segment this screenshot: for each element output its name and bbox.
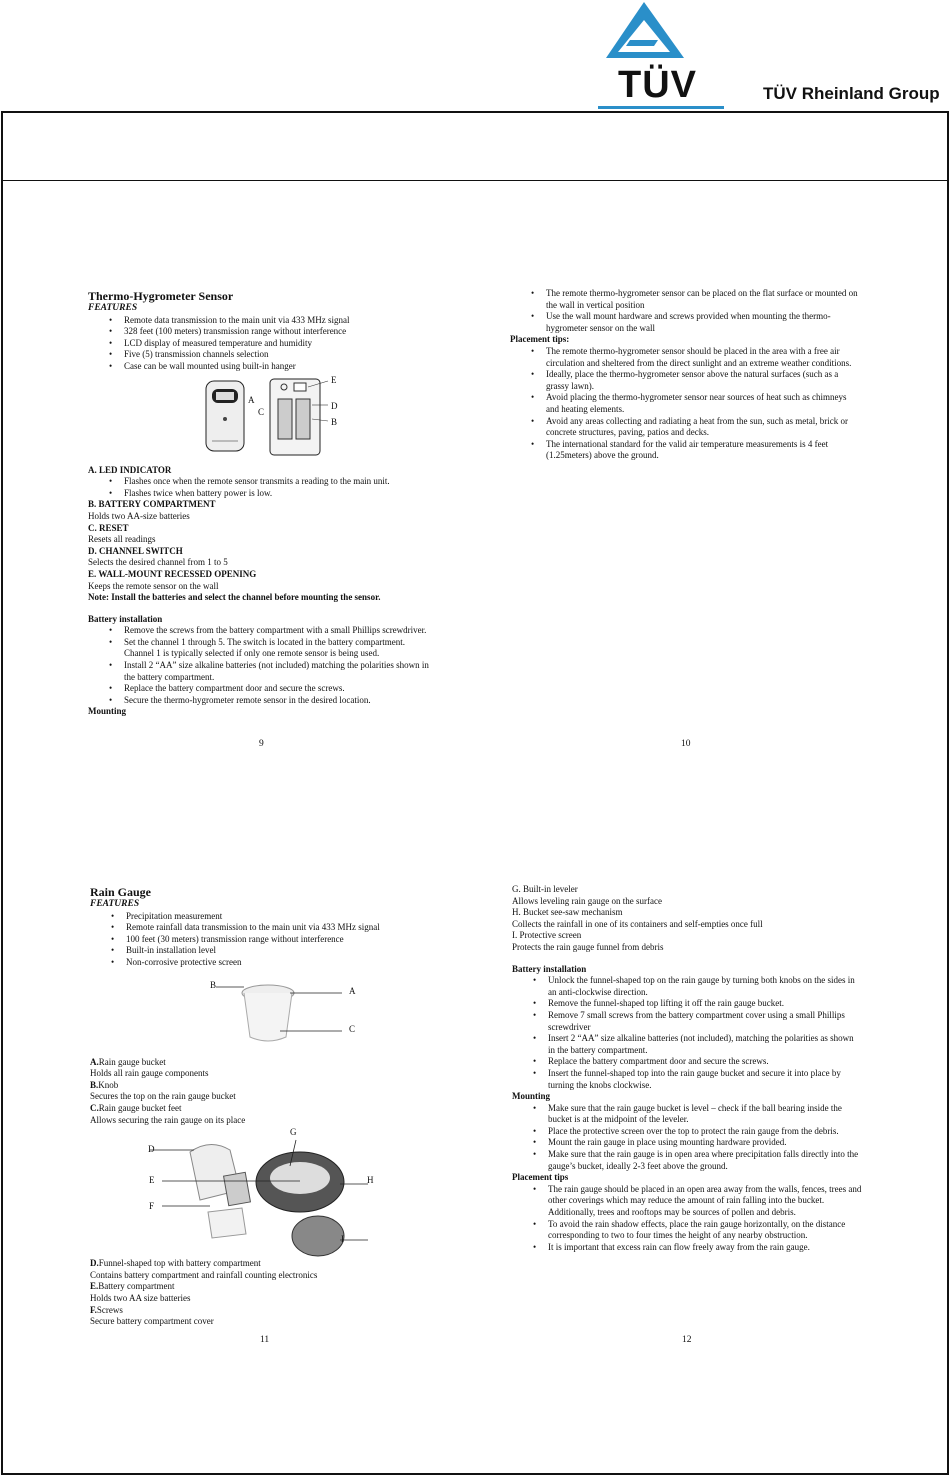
page-12	[512, 884, 862, 1253]
mounting-title: Mounting	[88, 706, 127, 717]
list-item: • To avoid the rain shadow effects, place the rain gauge horizontally, on the distance corresponding to two to four times the height of any nearby obstruction.	[548, 1219, 862, 1242]
features-label: FEATURES	[88, 303, 138, 313]
part-label: G.	[512, 884, 521, 894]
part-text: Allows leveling rain gauge on the surface	[512, 895, 662, 906]
figure-label: F	[149, 1201, 155, 1212]
part-text: Holds two AA-size batteries	[88, 510, 190, 521]
list-item: • Case can be wall mounted using built-in hanger	[124, 361, 433, 373]
list-item: • Unlock the funnel-shaped top on the rain gauge by turning both knobs on the sides in an anti-clockwise direction.	[548, 975, 862, 998]
part-text: Allows securing the rain gauge on its place	[90, 1114, 246, 1125]
part-name: Rain gauge bucket feet	[98, 1102, 182, 1113]
sensor-figure	[88, 375, 433, 461]
list-item: • Insert 2 “AA” size alkaline batteries (not included), matching the polarities as shown in the battery compartment.	[548, 1033, 862, 1056]
list-item: • The international standard for the valid air temperature measurements is 4 feet (1.25meters) above the ground.	[546, 439, 860, 462]
part-label: E. WALL-MOUNT RECESSED OPENING	[88, 568, 257, 579]
rain-gauge-exploded-figure	[90, 1127, 435, 1258]
features-label: FEATURES	[90, 899, 140, 909]
list-item: • Precipitation measurement	[126, 911, 435, 923]
page-11	[90, 885, 435, 1328]
figure-label: B	[210, 979, 217, 990]
list-item: • Five (5) transmission channels selection	[124, 349, 433, 361]
list-item: • Insert the funnel-shaped top into the rain gauge bucket and secure it into place by turning the knobs clockwise.	[548, 1068, 862, 1091]
list-item: • Make sure that the rain gauge is in open area where precipitation falls directly into the gauge’s bucket, ideally 2-3 feet above the ground.	[548, 1149, 862, 1172]
part-label: C.	[90, 1102, 99, 1113]
battery-list	[88, 625, 433, 706]
mounting-title: Mounting	[512, 1091, 551, 1102]
battery-list	[512, 975, 862, 1091]
brand-underline	[598, 106, 724, 109]
part-text: Protects the rain gauge funnel from debris	[512, 941, 664, 952]
list-item: • Remove 7 small screws from the battery compartment cover using a small Phillips screwdriver	[548, 1010, 862, 1033]
part-text: Holds all rain gauge components	[90, 1068, 209, 1079]
figure-label: B	[331, 416, 338, 427]
placement-list	[510, 346, 860, 462]
part-name: Rain gauge bucket	[98, 1056, 166, 1067]
list-item: • 100 feet (30 meters) transmission range without interference	[126, 934, 435, 946]
mounting-list	[510, 288, 860, 334]
group-name: TÜV Rheinland Group	[763, 84, 940, 103]
part-line	[90, 1057, 435, 1069]
part-line	[90, 1281, 435, 1293]
figure-label: C	[258, 406, 265, 417]
note: Note: Install the batteries and select the channel before mounting the sensor.	[88, 592, 381, 603]
page-9-title: Thermo-Hygrometer Sensor	[88, 289, 234, 303]
list-item: • Use the wall mount hardware and screws provided when mounting the thermo-hygrometer sensor on the wall	[546, 311, 860, 334]
part-line	[90, 1103, 435, 1115]
part-label: A. LED INDICATOR	[88, 464, 172, 475]
part-line	[512, 930, 862, 942]
part-text: Secures the top on the rain gauge bucket	[90, 1091, 236, 1102]
part-label: E.	[90, 1281, 99, 1292]
list-item: • Place the protective screen over the top to protect the rain gauge from the debris.	[548, 1126, 862, 1138]
part-label: I.	[512, 930, 518, 941]
part-text: Secure battery compartment cover	[90, 1316, 214, 1327]
rain-gauge-figure	[90, 975, 435, 1057]
list-item: • Built-in installation level	[126, 945, 435, 957]
figure-label: D	[331, 400, 338, 411]
led-list	[88, 476, 433, 499]
figure-label: A	[248, 394, 255, 405]
list-item: • LCD display of measured temperature and humidity	[124, 338, 433, 350]
page-9	[88, 289, 433, 718]
list-item: • Remote data transmission to the main unit via 433 MHz signal	[124, 315, 433, 327]
header-divider	[1, 180, 947, 181]
rain-gauge-illustration-icon	[216, 975, 366, 1055]
mounting-list	[512, 1103, 862, 1173]
figure-label: A	[349, 985, 356, 996]
figure-label: I	[341, 1234, 344, 1245]
list-item: • Replace the battery compartment door and secure the screws.	[124, 683, 433, 695]
list-item: • Remove the screws from the battery compartment with a small Phillips screwdriver.	[124, 625, 433, 637]
page-number: 12	[682, 1335, 692, 1345]
part-name: Bucket see-saw mechanism	[523, 907, 623, 918]
part-name: Battery compartment	[98, 1281, 175, 1292]
list-item: • Flashes once when the remote sensor transmits a reading to the main unit.	[124, 476, 433, 488]
list-item: • Set the channel 1 through 5. The switch is located in the battery compartment. Channel 1 is typically selected if only one remote sensor is being used.	[124, 637, 433, 660]
list-item: • Make sure that the rain gauge bucket is level – check if the ball bearing inside the bucket is at the midpoint of the leveler.	[548, 1103, 862, 1126]
list-item: • Remove the funnel-shaped top lifting it off the rain gauge bucket.	[548, 998, 862, 1010]
part-line	[512, 907, 862, 919]
figure-label: D	[148, 1144, 155, 1155]
page-number: 9	[259, 739, 264, 749]
part-label: A.	[90, 1056, 99, 1067]
list-item: • The rain gauge should be placed in an open area away from the walls, fences, trees and other coverings which may reduce the amount of rain falling into the bucket. Additionally, trees and rooftops may be sources of pollen and debris.	[548, 1184, 862, 1219]
part-label: F.	[90, 1304, 97, 1315]
list-item: • Replace the battery compartment door and secure the screws.	[548, 1056, 862, 1068]
page-10	[510, 288, 860, 462]
sensor-illustration-icon	[204, 375, 336, 459]
part-line	[90, 1258, 435, 1270]
part-text: Collects the rainfall in one of its containers and self-empties once full	[512, 918, 763, 929]
list-item: • Non-corrosive protective screen	[126, 957, 435, 969]
figure-label: C	[349, 1023, 356, 1034]
list-item: • 328 feet (100 meters) transmission range without interference	[124, 326, 433, 338]
part-name: Protective screen	[519, 930, 582, 941]
part-text: Keeps the remote sensor on the wall	[88, 580, 219, 591]
page-11-title: Rain Gauge	[90, 885, 152, 899]
part-name: Built-in leveler	[523, 884, 578, 894]
list-item: • Avoid placing the thermo-hygrometer sensor near sources of heat such as chimneys and heating elements.	[546, 392, 860, 415]
exploded-view-illustration-icon	[150, 1130, 370, 1258]
part-line	[90, 1305, 435, 1317]
part-label: C. RESET	[88, 522, 129, 533]
part-label: D.	[90, 1258, 99, 1269]
list-item: • Flashes twice when battery power is low.	[124, 488, 433, 500]
figure-label: E	[149, 1175, 155, 1186]
placement-title: Placement tips	[512, 1172, 569, 1183]
list-item: • Avoid any areas collecting and radiating a heat from the sun, such as metal, brick or concrete structures, paving, patios and decks.	[546, 416, 860, 439]
part-label: D. CHANNEL SWITCH	[88, 545, 183, 556]
list-item: • Ideally, place the thermo-hygrometer sensor above the natural surfaces (such as a grassy lawn).	[546, 369, 860, 392]
brand-mark: TÜV	[618, 64, 697, 106]
features-list	[90, 911, 435, 969]
part-name: Knob	[98, 1079, 119, 1090]
list-item: • Install 2 “AA” size alkaline batteries (not included) matching the polarities shown in the battery compartment.	[124, 660, 433, 683]
list-item: • Secure the thermo-hygrometer remote sensor in the desired location.	[124, 695, 433, 707]
placement-list	[512, 1184, 862, 1254]
figure-label: H	[367, 1175, 374, 1186]
figure-label: E	[331, 374, 337, 385]
page-number: 11	[260, 1335, 270, 1345]
part-label: H.	[512, 907, 521, 918]
list-item: • It is important that excess rain can flow freely away from the rain gauge.	[548, 1242, 862, 1254]
list-item: • The remote thermo-hygrometer sensor should be placed in the area with a free air circulation and sheltered from the direct sunlight and an extreme weather conditions.	[546, 346, 860, 369]
list-item: • The remote thermo-hygrometer sensor can be placed on the flat surface or mounted on the wall in vertical position	[546, 288, 860, 311]
part-text: Resets all readings	[88, 534, 156, 545]
part-text: Contains battery compartment and rainfall counting electronics	[90, 1269, 318, 1280]
page-number: 10	[681, 739, 691, 749]
part-line	[512, 884, 862, 896]
list-item: • Mount the rain gauge in place using mounting hardware provided.	[548, 1137, 862, 1149]
features-list	[88, 315, 433, 373]
battery-title: Battery installation	[88, 613, 163, 624]
part-text: Holds two AA size batteries	[90, 1292, 191, 1303]
part-name: Screws	[96, 1304, 123, 1315]
part-line	[90, 1080, 435, 1092]
battery-title: Battery installation	[512, 963, 587, 974]
list-item: • Remote rainfall data transmission to the main unit via 433 MHz signal	[126, 922, 435, 934]
part-text: Selects the desired channel from 1 to 5	[88, 557, 228, 568]
part-label: B. BATTERY COMPARTMENT	[88, 499, 216, 510]
figure-label: G	[290, 1127, 297, 1138]
part-name: Funnel-shaped top with battery compartment	[98, 1258, 261, 1269]
placement-title: Placement tips:	[510, 334, 570, 345]
part-label: B.	[90, 1079, 99, 1090]
